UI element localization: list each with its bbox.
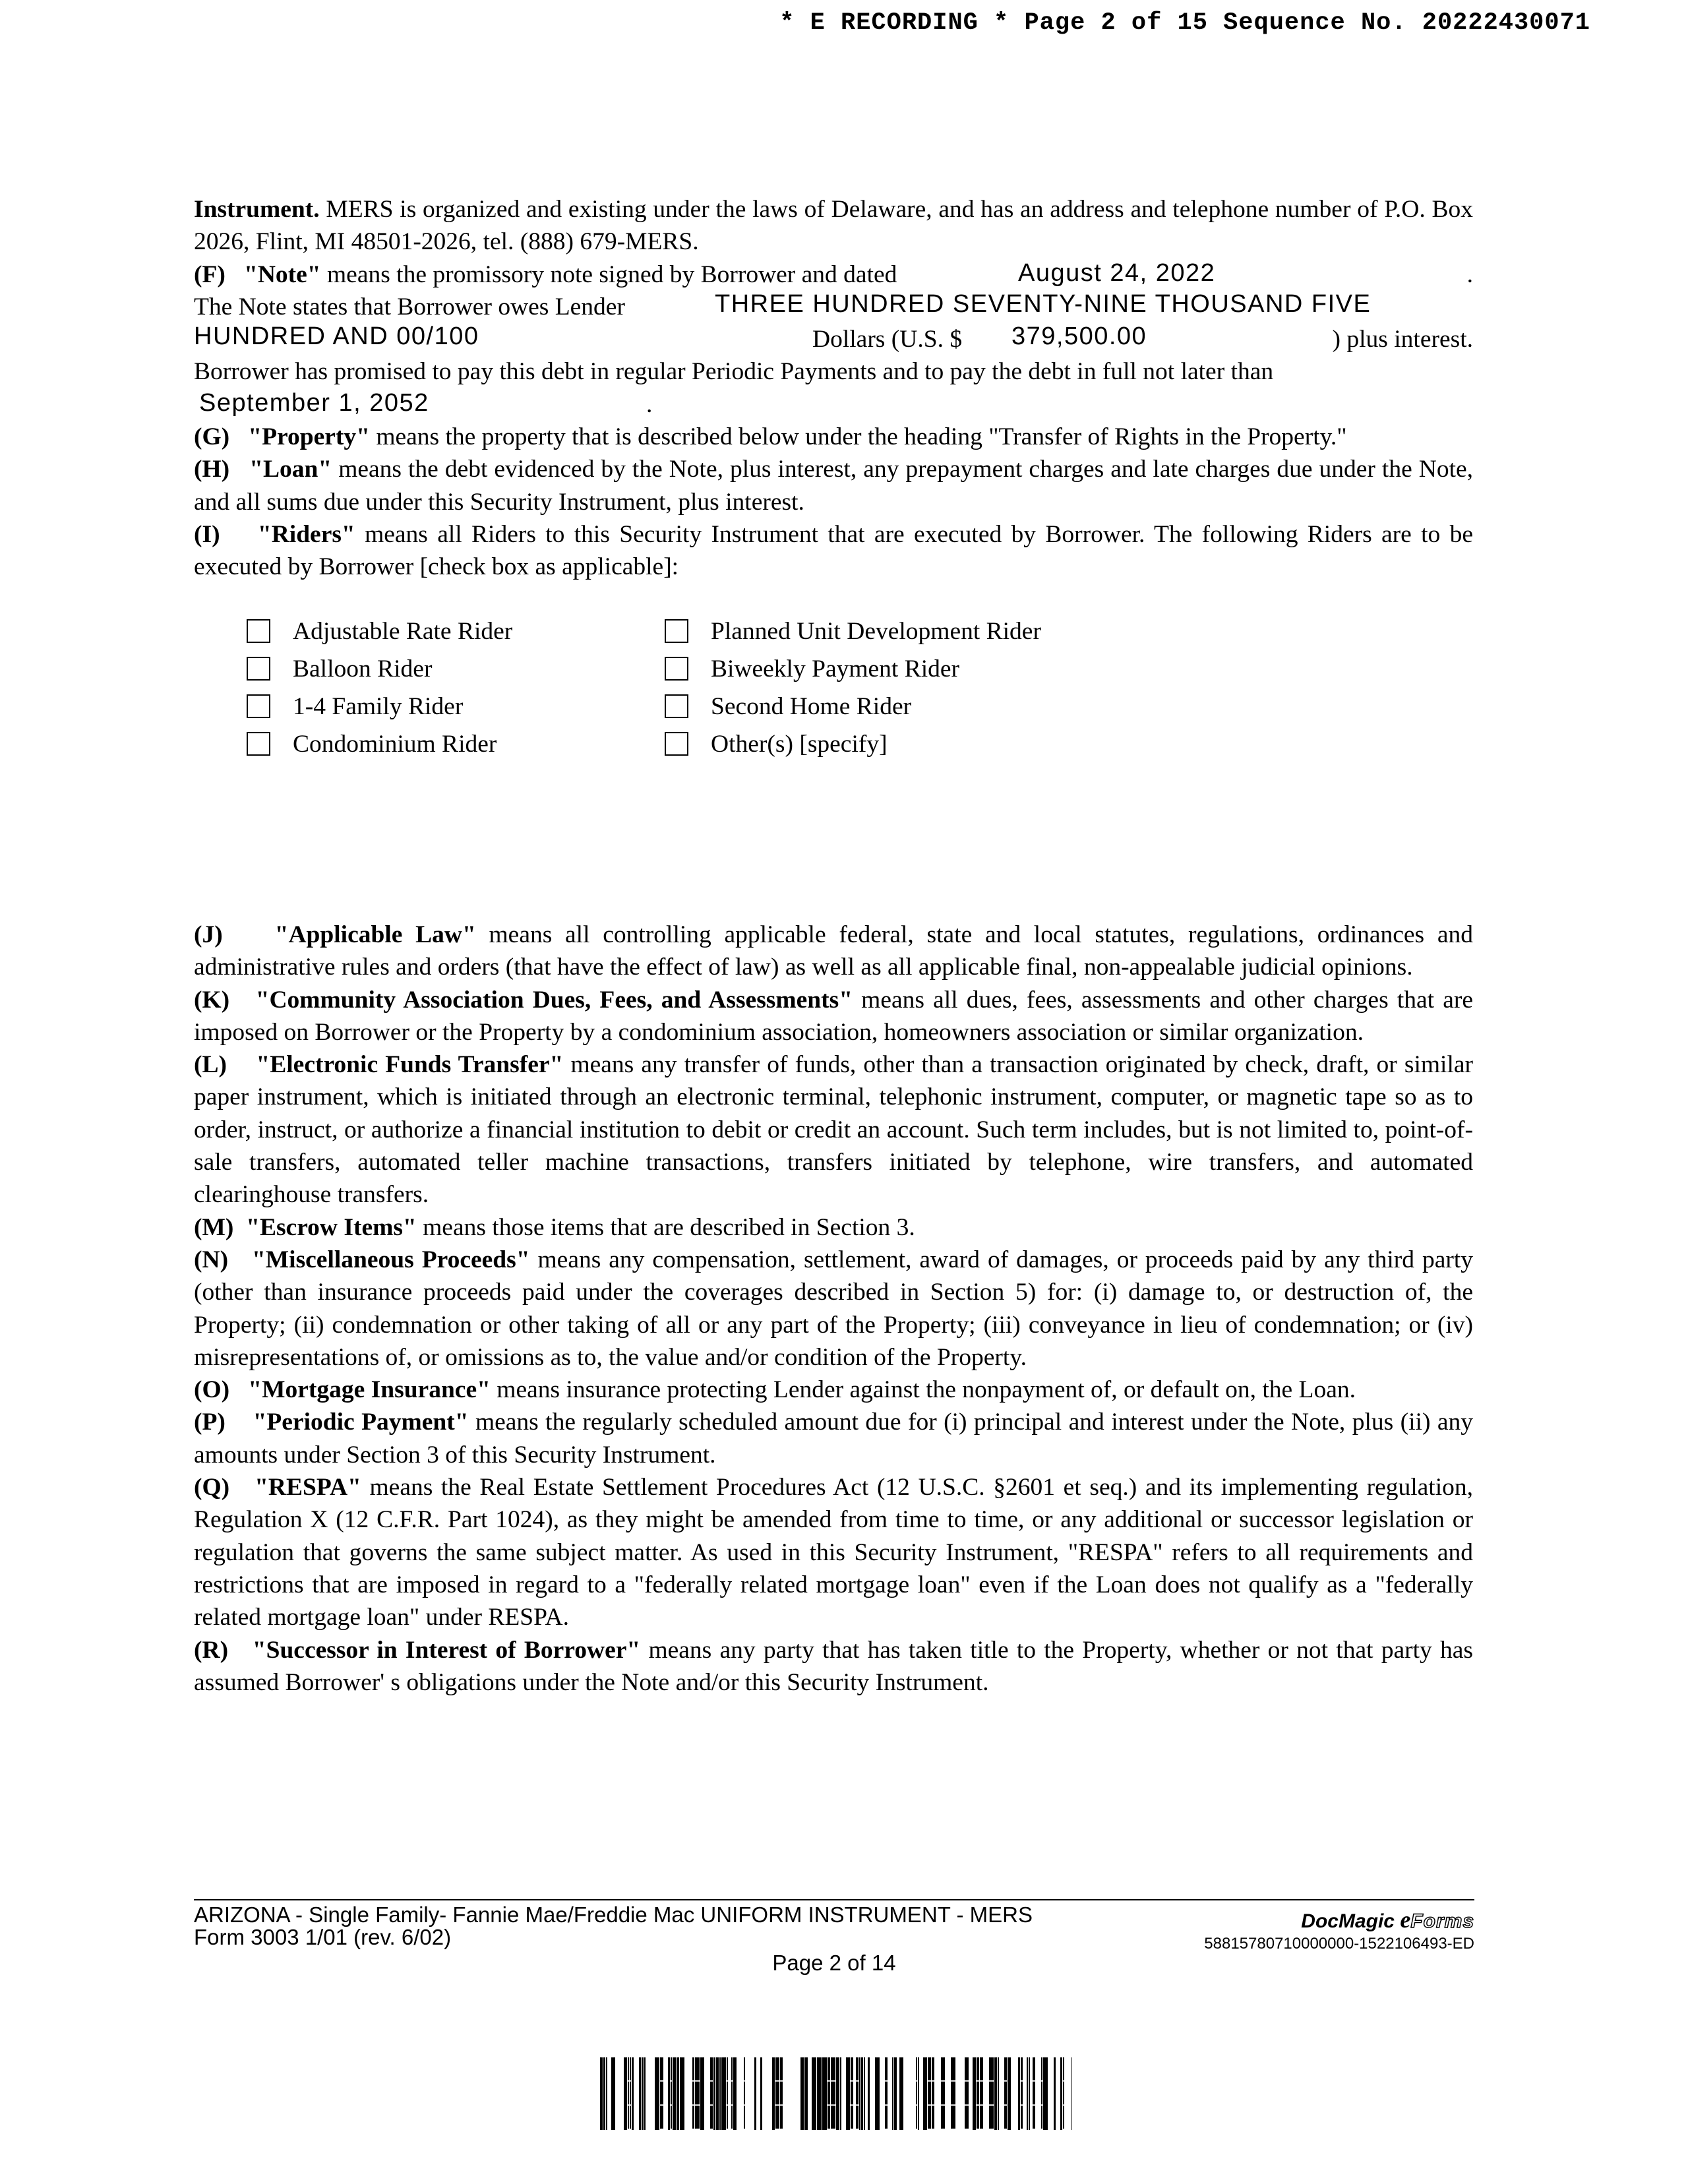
barcode-bar bbox=[861, 2057, 863, 2130]
barcode-bar bbox=[1033, 2106, 1035, 2129]
barcode-bar bbox=[692, 2082, 694, 2105]
barcode-bar bbox=[713, 2057, 715, 2130]
definition-electronic-funds bbox=[194, 1048, 1473, 1211]
definition-text: means the regularly scheduled amount due for (i) principal and interest under the Note, plus (ii) any amounts under Section 3 of this Security Instrument. bbox=[194, 1409, 1473, 1469]
barcode-bar bbox=[840, 2057, 841, 2130]
barcode-bar bbox=[775, 2106, 779, 2129]
rider-item bbox=[612, 688, 1041, 725]
barcode-bar bbox=[731, 2106, 733, 2129]
barcode-bar bbox=[828, 2106, 830, 2129]
barcode-bar bbox=[721, 2057, 726, 2130]
barcode-bar bbox=[719, 2057, 721, 2130]
barcode-bar bbox=[1018, 2057, 1020, 2130]
barcode-bar bbox=[864, 2057, 865, 2130]
barcode-bar bbox=[606, 2057, 607, 2130]
rider-item bbox=[612, 613, 1041, 650]
barcode-bar bbox=[639, 2057, 641, 2130]
barcode-bar bbox=[660, 2082, 663, 2105]
document-id: 58815780710000000-1522106493-ED bbox=[1204, 1935, 1474, 1953]
barcode-bar bbox=[851, 2106, 853, 2129]
barcode-bar bbox=[859, 2057, 860, 2130]
barcode-bar bbox=[630, 2082, 631, 2105]
barcode-bar bbox=[727, 2106, 728, 2129]
definition-term: "Property" bbox=[248, 423, 370, 451]
note-period-2: . bbox=[646, 390, 653, 418]
barcode-bar bbox=[932, 2106, 934, 2129]
definition-label: (M) bbox=[194, 1213, 234, 1241]
barcode-bar bbox=[603, 2057, 605, 2130]
brand-docmagic: DocMagic bbox=[1301, 1910, 1395, 1932]
rider-checkbox[interactable] bbox=[665, 732, 688, 756]
barcode-bar bbox=[994, 2057, 997, 2130]
barcode-bar bbox=[828, 2057, 830, 2080]
definition-text: means all dues, fees, assessments and other charges that are imposed on Borrower or the Property by a condominium association, homeowners association or similar organization. bbox=[194, 986, 1473, 1046]
definition-text: means any compensation, settlement, award of damages, or proceeds paid by any third party (other than insurance proceeds paid under the coverages described in Section 5) for: (i) damage to, or destruction of, the Property; (ii) condemnation or other taking of all or any part of the Property; (iii) conveyance in lieu of condemnation; or (iv) misrepresentations of, or omissions as to, the value and/or condition of the Property. bbox=[194, 1246, 1474, 1371]
definition-label: (K) bbox=[194, 986, 230, 1014]
definition-text: means any transfer of funds, other than a transaction originated by check, draft, or similar paper instrument, which is initiated through an electronic terminal, telephonic instrument, computer, or magnetic tape so as to order, instruct, or authorize a financial institution to debit or credit an account. Such term includes, but is not limited to, point-of-sale transfers, automated teller machine transactions, transfers initiated by telephone, wire transfers, and automated clearinghouse transfers. bbox=[194, 1051, 1474, 1209]
barcode-bar bbox=[744, 2106, 745, 2129]
barcode-bar bbox=[894, 2057, 897, 2130]
definition-term: "Escrow Items" bbox=[246, 1213, 417, 1241]
barcode-bar bbox=[923, 2057, 927, 2130]
barcode-bar bbox=[644, 2057, 646, 2130]
definition-label: (J) bbox=[194, 921, 223, 948]
barcode-bar bbox=[692, 2057, 694, 2080]
rider-label: Biweekly Payment Rider bbox=[711, 655, 960, 682]
barcode-bar bbox=[630, 2106, 631, 2129]
rider-checkbox[interactable] bbox=[247, 732, 270, 756]
riders-right-column bbox=[612, 613, 1041, 763]
rider-label: Adjustable Rate Rider bbox=[293, 617, 513, 645]
footer-form-title: ARIZONA - Single Family- Fannie Mae/Freddie Mac UNIFORM INSTRUMENT - MERS bbox=[194, 1902, 1033, 1927]
barcode-bar bbox=[899, 2057, 903, 2130]
barcode-bar bbox=[892, 2057, 893, 2130]
barcode-bar bbox=[875, 2057, 880, 2130]
definition-successor bbox=[194, 1634, 1473, 1699]
barcode-bar bbox=[1021, 2106, 1023, 2129]
barcode-bar bbox=[951, 2106, 955, 2129]
riders-checklist bbox=[194, 613, 1473, 771]
barcode-bar bbox=[775, 2082, 779, 2105]
barcode-bar bbox=[989, 2106, 994, 2129]
barcode-bar bbox=[951, 2057, 955, 2080]
definition-label: (Q) bbox=[194, 1474, 230, 1502]
barcode-bar bbox=[760, 2057, 762, 2130]
barcode-bar bbox=[965, 2082, 969, 2105]
barcode-bar bbox=[710, 2057, 713, 2080]
note-line-2 bbox=[194, 291, 1473, 323]
definition-term: "Loan" bbox=[249, 456, 332, 483]
barcode-bar bbox=[846, 2057, 850, 2130]
note-plus-interest: ) plus interest. bbox=[1332, 326, 1473, 353]
rider-label: Second Home Rider bbox=[711, 692, 912, 720]
note-date: August 24, 2022 bbox=[1018, 258, 1216, 287]
definition-label: (H) bbox=[194, 456, 230, 483]
barcode-bar bbox=[932, 2082, 934, 2105]
barcode-bar bbox=[671, 2106, 672, 2129]
rider-label: Other(s) [specify] bbox=[711, 730, 888, 758]
definition-term: "Successor in Interest of Borrower" bbox=[252, 1636, 641, 1664]
note-text-3: Borrower has promised to pay this debt in regular Periodic Payments and to pay the debt in full not later than bbox=[194, 358, 1274, 386]
rider-item bbox=[612, 725, 1041, 763]
footer-form-number: Form 3003 1/01 (rev. 6/02) bbox=[194, 1925, 452, 1949]
barcode-bar bbox=[632, 2057, 634, 2130]
barcode-bar bbox=[692, 2106, 694, 2129]
barcode-bar bbox=[680, 2057, 684, 2130]
barcode-bar bbox=[731, 2082, 733, 2105]
note-maturity-date: September 1, 2052 bbox=[199, 388, 429, 417]
riders-left-column bbox=[194, 613, 512, 763]
barcode-bar bbox=[885, 2082, 888, 2105]
intro-lead: Instrument. bbox=[194, 196, 320, 223]
barcode-bar bbox=[1060, 2057, 1062, 2130]
definition-text: means any party that has taken title to the Property, whether or not that party has assumed Borrower' s obligations under the Note and/or this Security Instrument. bbox=[194, 1636, 1474, 1696]
barcode-bar bbox=[977, 2057, 979, 2080]
barcode-bar bbox=[1041, 2106, 1042, 2129]
barcode-bar bbox=[700, 2057, 704, 2130]
definition-text: means all controlling applicable federal, state and local statutes, regulations, ordinances and administrative rules and orders (that have the effect of law) as well as all applicable final, non-appealable judicial opinions. bbox=[194, 921, 1474, 981]
barcode-bar bbox=[932, 2057, 934, 2080]
definition-mortgage-insurance bbox=[194, 1374, 1473, 1406]
note-amount-words-1: THREE HUNDRED SEVENTY-NINE THOUSAND FIVE bbox=[715, 289, 1372, 318]
docmagic-logo bbox=[1301, 1906, 1474, 1933]
definition-property bbox=[194, 421, 1473, 453]
barcode-bar bbox=[780, 2057, 783, 2080]
barcode-bar bbox=[965, 2057, 969, 2080]
barcode-bar bbox=[716, 2057, 719, 2130]
note-line-3 bbox=[194, 323, 1473, 355]
definition-periodic-payment bbox=[194, 1406, 1473, 1471]
barcode-bar bbox=[951, 2082, 955, 2105]
barcode-bar bbox=[733, 2057, 737, 2130]
barcode-bar bbox=[1041, 2057, 1042, 2080]
note-dollars-text: Dollars (U.S. $ bbox=[812, 326, 963, 353]
brand-forms: Forms bbox=[1410, 1910, 1474, 1932]
definition-text: means those items that are described in Section 3. bbox=[423, 1213, 915, 1241]
barcode-bar bbox=[822, 2057, 827, 2130]
barcode-bar bbox=[1004, 2082, 1007, 2105]
barcode-bar bbox=[1027, 2057, 1028, 2130]
footer-page-number: Page 2 of 14 bbox=[772, 1951, 896, 1975]
barcode-bar bbox=[1004, 2106, 1007, 2129]
barcode-bar bbox=[851, 2082, 853, 2105]
barcode-bar bbox=[1008, 2057, 1011, 2130]
barcode-bar bbox=[836, 2057, 839, 2130]
barcode-bar bbox=[780, 2082, 783, 2105]
definition-text: means the property that is described below under the heading "Transfer of Rights in the Property." bbox=[376, 423, 1347, 451]
barcode-bar bbox=[885, 2106, 888, 2129]
barcode-bar bbox=[642, 2057, 644, 2130]
barcode-bar bbox=[851, 2057, 853, 2080]
rider-item bbox=[194, 688, 512, 725]
note-amount-words-2: HUNDRED AND 00/100 bbox=[194, 322, 479, 351]
barcode-bar bbox=[1029, 2057, 1030, 2130]
definition-respa bbox=[194, 1471, 1473, 1633]
barcode-bar bbox=[980, 2082, 983, 2105]
barcode-bar bbox=[611, 2057, 615, 2130]
definition-text: means insurance protecting Lender against the nonpayment of, or default on, the Loan. bbox=[497, 1376, 1356, 1404]
barcode-bar bbox=[828, 2082, 830, 2105]
definition-term: "Miscellaneous Proceeds" bbox=[251, 1246, 530, 1273]
rider-item bbox=[612, 650, 1041, 688]
barcode-bar bbox=[980, 2106, 983, 2129]
barcode-bar bbox=[673, 2057, 676, 2130]
barcode-bar bbox=[980, 2057, 983, 2080]
recording-stamp: * E RECORDING * Page 2 of 15 Sequence No. 20222430071 bbox=[779, 9, 1590, 37]
barcode-bar bbox=[1063, 2106, 1064, 2129]
definition-community-association bbox=[194, 984, 1473, 1049]
definition-term: "Periodic Payment" bbox=[253, 1409, 469, 1436]
definition-term: "Mortgage Insurance" bbox=[248, 1376, 491, 1404]
barcode-bar bbox=[695, 2106, 700, 2129]
barcode-bar bbox=[744, 2082, 745, 2105]
barcode-bar bbox=[916, 2057, 917, 2080]
rider-checkbox[interactable] bbox=[247, 694, 270, 718]
note-text-2: The Note states that Borrower owes Lender bbox=[194, 293, 625, 320]
barcode-bar bbox=[660, 2057, 663, 2080]
note-definition bbox=[194, 258, 1473, 421]
definition-term: "Applicable Law" bbox=[274, 921, 476, 948]
barcode-bar bbox=[989, 2057, 994, 2080]
rider-checkbox[interactable] bbox=[247, 619, 270, 643]
barcode-bar bbox=[812, 2057, 816, 2130]
definition-label: (N) bbox=[194, 1246, 229, 1273]
barcode-bar bbox=[624, 2057, 627, 2130]
barcode-bar bbox=[710, 2106, 713, 2129]
barcode-bar bbox=[671, 2082, 672, 2105]
barcode-bar bbox=[630, 2057, 631, 2080]
definition-term: "Electronic Funds Transfer" bbox=[256, 1051, 564, 1079]
barcode-bar bbox=[989, 2082, 994, 2105]
barcode-bar bbox=[600, 2057, 603, 2130]
rider-checkbox[interactable] bbox=[247, 657, 270, 681]
barcode-bar bbox=[856, 2106, 859, 2129]
barcode-bar bbox=[977, 2106, 979, 2129]
barcode-bar bbox=[916, 2106, 917, 2129]
barcode-bar bbox=[772, 2057, 775, 2130]
barcode-bar bbox=[671, 2057, 672, 2080]
barcode-bar bbox=[731, 2057, 733, 2080]
footer-divider bbox=[194, 1899, 1474, 1900]
definition-escrow-items bbox=[194, 1211, 1473, 1244]
barcode-bar bbox=[754, 2057, 756, 2130]
note-amount: 379,500.00 bbox=[1011, 322, 1147, 351]
rider-label: Condominium Rider bbox=[293, 730, 497, 758]
barcode-bar bbox=[977, 2082, 979, 2105]
barcode-bar bbox=[941, 2106, 945, 2129]
barcode-bar bbox=[831, 2106, 835, 2129]
definition-misc-proceeds bbox=[194, 1244, 1473, 1374]
rider-item bbox=[194, 725, 512, 763]
barcode-bar bbox=[1033, 2057, 1035, 2080]
definition-riders bbox=[194, 518, 1473, 584]
definition-text: means the Real Estate Settlement Procedures Act (12 U.S.C. §2601 et seq.) and its implementing regulation, Regulation X (12 C.F.R. Part 1024), as they might be amended from time to time, or any additional or successor legislation or regulation that governs the same subject matter. As used in this Security Instrument, "RESPA" refers to all requirements and restrictions that are imposed in regard to a "federally related mortgage loan" even if the Loan does not qualify as a "federally related mortgage loan" under RESPA. bbox=[194, 1474, 1474, 1631]
barcode-bar bbox=[856, 2057, 859, 2080]
note-text-1: means the promissory note signed by Borrower and dated bbox=[327, 260, 897, 288]
barcode-bar bbox=[1054, 2057, 1056, 2130]
intro-text: MERS is organized and existing under the laws of Delaware, and has an address and telephone number of P.O. Box 2026, Flint, MI 48501-2026, tel. (888) 679-MERS. bbox=[194, 196, 1474, 256]
barcode-bar bbox=[1004, 2057, 1007, 2080]
definition-label: (R) bbox=[194, 1636, 229, 1664]
definition-label: (P) bbox=[194, 1409, 226, 1436]
note-term: "Note" bbox=[244, 260, 321, 288]
barcode-bar bbox=[695, 2082, 700, 2105]
rider-checkbox[interactable] bbox=[665, 694, 688, 718]
note-label: (F) bbox=[194, 260, 226, 288]
barcode-bar bbox=[1043, 2057, 1048, 2130]
barcode-bar bbox=[965, 2106, 969, 2129]
page-footer bbox=[194, 1903, 1474, 1976]
barcode-bar bbox=[973, 2057, 976, 2130]
definition-applicable-law bbox=[194, 919, 1473, 984]
barcode-bar bbox=[1021, 2057, 1023, 2080]
barcode-bar bbox=[928, 2106, 931, 2129]
barcode-bar bbox=[628, 2106, 629, 2129]
barcode-bar bbox=[775, 2057, 779, 2080]
barcode-bar bbox=[885, 2057, 888, 2080]
barcode-bar bbox=[727, 2057, 728, 2080]
barcode-bar bbox=[695, 2057, 700, 2080]
rider-item bbox=[194, 650, 512, 688]
barcode-bar bbox=[660, 2106, 663, 2129]
definition-term: "RESPA" bbox=[255, 1474, 361, 1502]
barcode-bar bbox=[727, 2082, 728, 2105]
note-line-1 bbox=[194, 258, 1473, 291]
barcode-bar bbox=[928, 2082, 931, 2105]
rider-label: Balloon Rider bbox=[293, 655, 433, 682]
rider-label: Planned Unit Development Rider bbox=[711, 617, 1041, 645]
definitions-top bbox=[194, 193, 1473, 771]
barcode-bar bbox=[918, 2057, 919, 2130]
definition-label: (I) bbox=[194, 520, 220, 548]
note-period: . bbox=[1466, 260, 1473, 288]
barcode-bar bbox=[941, 2082, 945, 2105]
definition-text: means the debt evidenced by the Note, plus interest, any prepayment charges and late charges due under the Note, and all sums due under this Security Instrument, plus interest. bbox=[194, 456, 1474, 516]
definitions-main bbox=[194, 919, 1473, 1699]
barcode-bar bbox=[655, 2057, 659, 2130]
definition-text: means all Riders to this Security Instrument that are executed by Borrower. The following Riders are to be executed by Borrower [check box as applicable]: bbox=[194, 520, 1474, 581]
barcode-bar bbox=[710, 2082, 713, 2105]
rider-checkbox[interactable] bbox=[665, 619, 688, 643]
brand-e: e bbox=[1400, 1906, 1411, 1933]
barcode-bar bbox=[744, 2057, 745, 2080]
definition-label: (L) bbox=[194, 1051, 227, 1079]
barcode-bar bbox=[868, 2057, 870, 2130]
barcode-bar bbox=[780, 2106, 783, 2129]
definition-loan bbox=[194, 453, 1473, 518]
barcode-bar bbox=[677, 2057, 679, 2130]
barcode-bar bbox=[831, 2082, 835, 2105]
barcode-bar bbox=[831, 2057, 835, 2080]
barcode-bar bbox=[1021, 2082, 1023, 2105]
intro-paragraph bbox=[194, 193, 1473, 258]
barcode-bar bbox=[1033, 2082, 1035, 2105]
definition-label: (O) bbox=[194, 1376, 230, 1404]
barcode-bar bbox=[928, 2057, 931, 2080]
barcode-bar bbox=[817, 2057, 822, 2130]
barcode-bar bbox=[628, 2082, 629, 2105]
barcode-bar bbox=[856, 2082, 859, 2105]
definition-term: "Riders" bbox=[257, 520, 355, 548]
barcode-bar bbox=[1041, 2082, 1042, 2105]
note-line-5 bbox=[194, 388, 1473, 421]
barcode-bar bbox=[998, 2057, 999, 2130]
barcode-bar bbox=[800, 2057, 804, 2130]
barcode-icon bbox=[600, 2057, 1071, 2130]
rider-checkbox[interactable] bbox=[665, 657, 688, 681]
definition-term: "Community Association Dues, Fees, and Assessments" bbox=[255, 986, 853, 1014]
rider-item bbox=[194, 613, 512, 650]
definition-label: (G) bbox=[194, 423, 230, 451]
barcode-bar bbox=[1063, 2082, 1064, 2105]
barcode-bar bbox=[804, 2057, 808, 2130]
barcode-bar bbox=[916, 2082, 917, 2105]
barcode-bar bbox=[668, 2057, 670, 2130]
barcode-bar bbox=[941, 2057, 945, 2080]
rider-label: 1-4 Family Rider bbox=[293, 692, 464, 720]
barcode-bar bbox=[1063, 2057, 1064, 2080]
barcode-bar bbox=[628, 2057, 629, 2080]
